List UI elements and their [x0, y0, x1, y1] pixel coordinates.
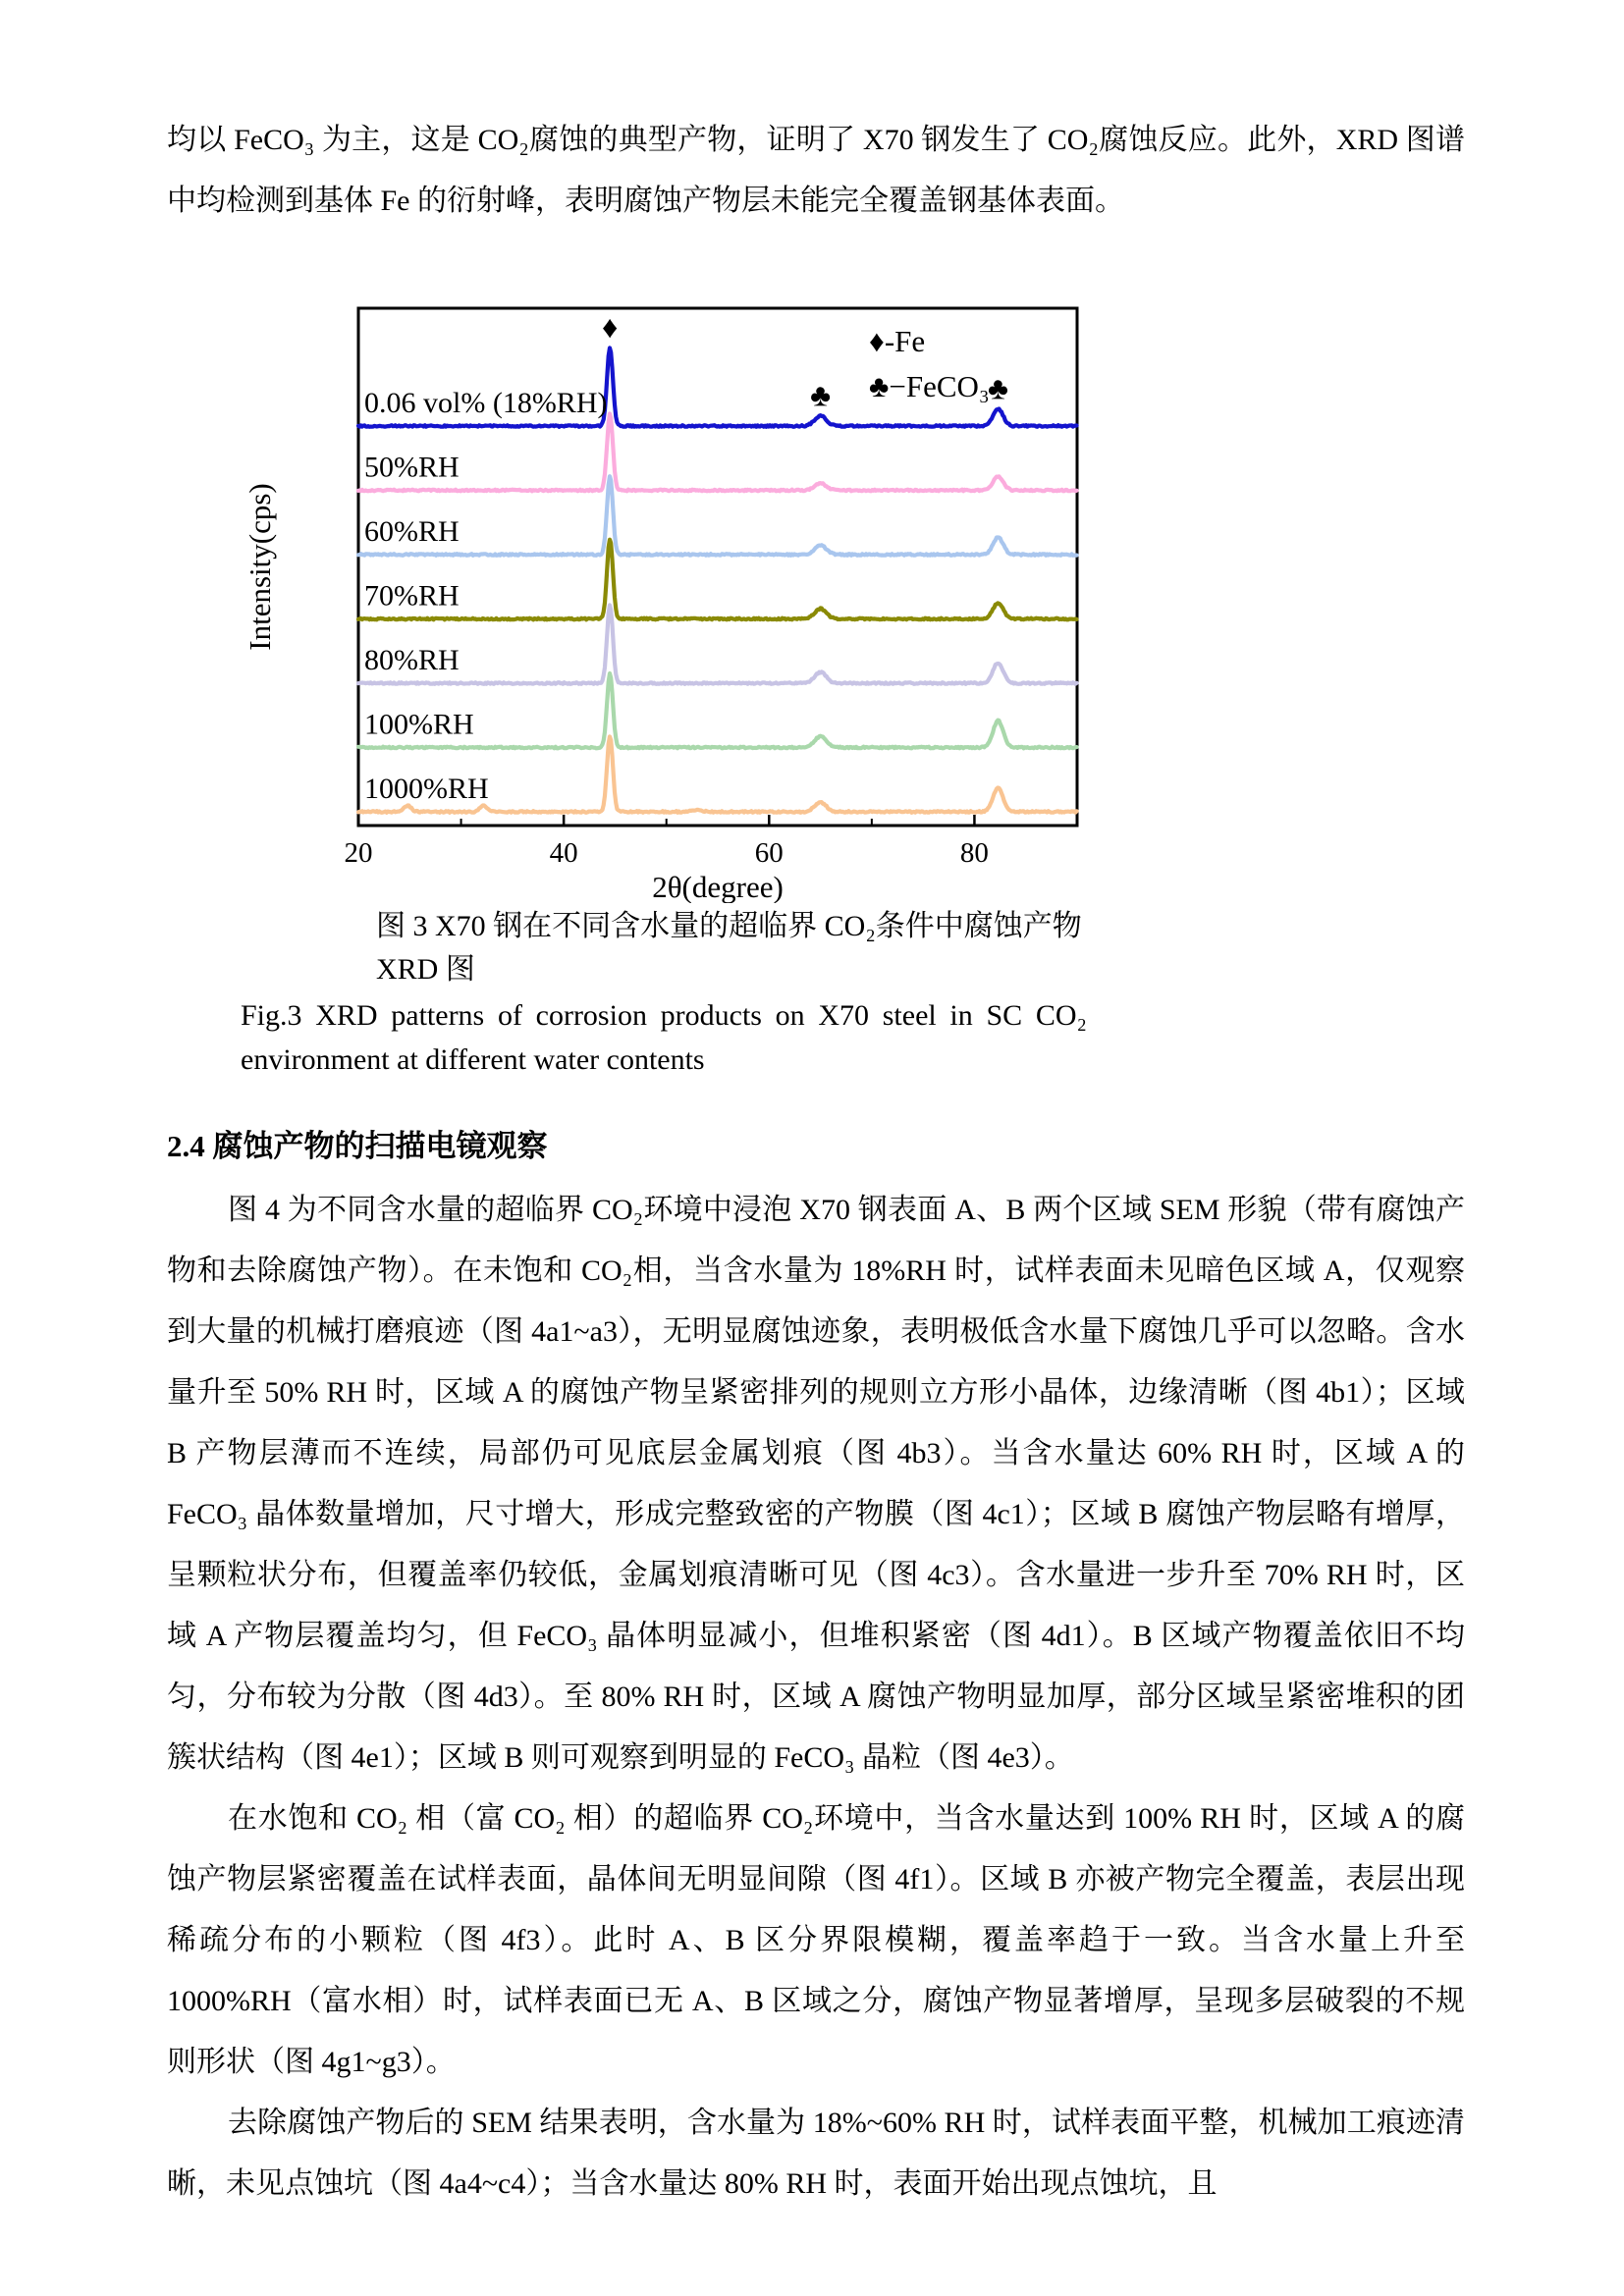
peak-marker-feco3: ♣ [987, 370, 1008, 406]
legend-item-feco3: ♣−FeCO₃ [869, 369, 990, 403]
x-axis-label: 2θ(degree) [652, 870, 784, 903]
legend-item-fe: ♦-Fe [869, 324, 926, 358]
section-heading: 2.4 腐蚀产物的扫描电镜观察 [167, 1129, 548, 1163]
trace-label-2: 50%RH [364, 451, 460, 484]
trace-label-6: 100%RH [364, 708, 474, 741]
section-paragraph-1: 图 4 为不同含水量的超临界 CO₂环境中浸泡 X70 钢表面 A、B 两个区域 SEM 形貌（带有腐蚀产物和去除腐蚀产物）。在未饱和 CO₂相，当含水量为 18%RH 时，试样表面未见暗色区域 A，仅观察到大量的机械打磨痕迹（图 4a1~a3），无明显腐蚀迹象，表明极低含水量下腐蚀几乎可以忽略。含水量升至 50% RH 时，区域 A 的腐蚀产物呈紧密排列的规则立方形小晶体，边缘清晰（图 4b1）；区域 B 产物层薄而不连续，局部仍可见底层金属划痕（图 4b3）。当含水量达 60% RH 时，区域 A 的 FeCO₃ 晶体数量增加，尺寸增大，形成完整致密的产物膜（图 4c1）；区域 B 腐蚀产物层略有增厚，呈颗粒状分布，但覆盖率仍较低，金属划痕清晰可见（图 4c3）。含水量进一步升至 70% RH 时，区域 A 产物层覆盖均匀，但 FeCO₃ 晶体明显减小，但堆积紧密（图 4d1）。B 区域产物覆盖依旧不均匀，分布较为分散（图 4d3）。至 80% RH 时，区域 A 腐蚀产物明显加厚，部分区域呈紧密堆积的团簇状结构（图 4e1）；区域 B 则可观察到明显的 FeCO₃ 晶粒（图 4e3）。 [167, 1194, 1465, 1774]
section-paragraph-3: 去除腐蚀产物后的 SEM 结果表明，含水量为 18%~60% RH 时，试样表面平整，机械加工痕迹清晰，未见点蚀坑（图 4a4~c4）；当含水量达 80% RH 时，表面开始出现点蚀坑，且 [167, 2107, 1465, 2200]
trace-label-3: 60%RH [364, 515, 460, 548]
x-tick-label: 20 [344, 837, 373, 869]
x-tick-label: 80 [959, 837, 989, 869]
xrd-chart [241, 300, 1087, 903]
x-tick-label: 40 [549, 837, 578, 869]
trace-label-5: 80%RH [364, 644, 460, 676]
figure-3 [241, 300, 1087, 1082]
figure-caption-en: Fig.3 XRD patterns of corrosion products on X70 steel in SC CO₂ environment at different water contents [241, 999, 1087, 1076]
trace-label-7: 1000%RH [364, 773, 489, 805]
figure-caption-zh: 图 3 X70 钢在不同含水量的超临界 CO₂条件中腐蚀产物 XRD 图 [376, 910, 1082, 986]
xrd-trace-4 [358, 540, 1077, 620]
trace-label-4: 70%RH [364, 579, 460, 613]
y-axis-label: Intensity(cps) [243, 483, 277, 651]
peak-marker-fe: ♦ [602, 309, 619, 345]
intro-paragraph: 均以 FeCO₃ 为主，这是 CO₂腐蚀的典型产物，证明了 X70 钢发生了 CO₂腐蚀反应。此外，XRD 图谱中均检测到基体 Fe 的衍射峰，表明腐蚀产物层未能完全覆盖钢基体表面。 [167, 124, 1465, 217]
trace-label-1: 0.06 vol% (18%RH) [364, 387, 608, 419]
x-tick-label: 60 [754, 837, 784, 869]
section-paragraph-2: 在水饱和 CO₂ 相（富 CO₂ 相）的超临界 CO₂环境中，当含水量达到 100% RH 时，区域 A 的腐蚀产物层紧密覆盖在试样表面，晶体间无明显间隙（图 4f1）。区域 B 亦被产物完全覆盖，表层出现稀疏分布的小颗粒（图 4f3）。此时 A、B 区分界限模糊，覆盖率趋于一致。当含水量上升至 1000%RH（富水相）时，试样表面已无 A、B 区域之分，腐蚀产物显著增厚，呈现多层破裂的不规则形状（图 4g1~g3）。 [167, 1802, 1465, 2078]
peak-marker-feco3: ♣ [810, 377, 832, 413]
